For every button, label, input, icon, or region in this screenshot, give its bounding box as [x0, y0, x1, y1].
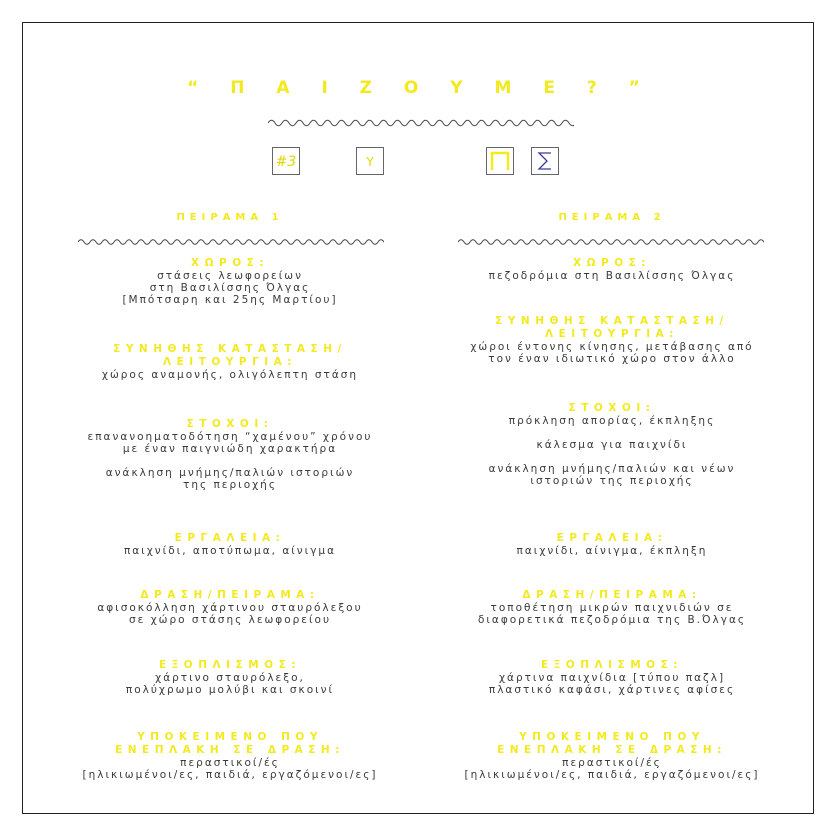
- section-tools: ΕΡΓΑΛΕΙΑ: παιχνίδι, αποτύπωμα, αίνιγμα: [123, 532, 337, 557]
- section-subject: ΥΠΟΚΕΙΜΕΝΟ ΠΟΥ ΕΝΕΠΛΑΚΗ ΣΕ ΔΡΑΣΗ: περαστικοί/ές [ηλικιωμένοι/ες, παιδιά, εργαζόμενοι/ες]: [464, 731, 760, 781]
- experiment-1-wave-divider: [78, 236, 384, 248]
- section-goals: ΣΤΟΧΟΙ: επανανοηματοδότηση “χαμένου” χρόνου με έναν παιγνιώδη χαρακτήρα ανάκληση μνήμης/παλιών ιστοριών της περιοχής: [87, 418, 373, 491]
- section-action: ΔΡΑΣΗ/ΠΕΙΡΑΜΑ: τοποθέτηση μικρών παιχνιδιών σε διαφορετικά πεζοδρόμια της Β.Όλγας: [477, 589, 747, 626]
- experiment-1-heading: ΠΕΙΡΑΜΑ 1: [176, 212, 284, 223]
- section-space: ΧΩΡΟΣ: στάσεις λεωφορείων στη Βασιλίσσης Όλγας [Μπότσαρη και 25ης Μαρτίου]: [122, 257, 338, 306]
- section-subject: ΥΠΟΚΕΙΜΕΝΟ ΠΟΥ ΕΝΕΠΛΑΚΗ ΣΕ ΔΡΑΣΗ: περαστικοί/ές [ηλικιωμένοι/ες, παιδιά, εργαζόμενοι/ες]: [82, 731, 378, 781]
- badge-letter: Y: [356, 147, 384, 175]
- experiment-1-column: [70, 0, 390, 840]
- experiment-2-column: [452, 0, 772, 840]
- experiment-2-wave-divider: [458, 236, 764, 248]
- badge-number: #3: [272, 147, 300, 175]
- section-tools: ΕΡΓΑΛΕΙΑ: παιχνίδι, αίνιγμα, έκπληξη: [516, 532, 708, 557]
- section-action: ΔΡΑΣΗ/ΠΕΙΡΑΜΑ: αφισοκόλληση χάρτινου σταυρόλεξου σε χώρο στάσης λεωφορείου: [97, 589, 363, 626]
- section-goals: ΣΤΟΧΟΙ: πρόκληση απορίας, έκπληξης κάλεσμα για παιχνίδι ανάκληση μνήμης/παλιών και νέων ιστοριών της περιοχής: [488, 402, 736, 487]
- section-equipment: ΕΞΟΠΛΙΣΜΟΣ: χάρτινο σταυρόλεξο, πολύχρωμο μολύβι και σκοινί: [125, 659, 335, 696]
- page-title: “ Π Α Ι Ζ Ο Υ Μ Ε ? ”: [187, 78, 653, 98]
- section-equipment: ΕΞΟΠΛΙΣΜΟΣ: χάρτινα παιχνίδια [τύπου παζλ] πλαστικό καφάσι, χάρτινες αφίσες: [488, 659, 736, 696]
- section-space: ΧΩΡΟΣ: πεζοδρόμια στη Βασιλίσσης Όλγας: [488, 257, 736, 282]
- section-usual-state: ΣΥΝΗΘΗΣ ΚΑΤΑΣΤΑΣΗ/ ΛΕΙΤΟΥΡΓΙΑ: χώροι έντονης κίνησης, μετάβασης από τον έναν ιδιωτικό χώρο στον άλλο: [470, 315, 754, 365]
- experiment-2-heading: ΠΕΙΡΑΜΑ 2: [558, 212, 666, 223]
- section-usual-state: ΣΥΝΗΘΗΣ ΚΑΤΑΣΤΑΣΗ/ ΛΕΙΤΟΥΡΓΙΑ: χώρος αναμονής, ολιγόλεπτη στάση: [101, 343, 359, 381]
